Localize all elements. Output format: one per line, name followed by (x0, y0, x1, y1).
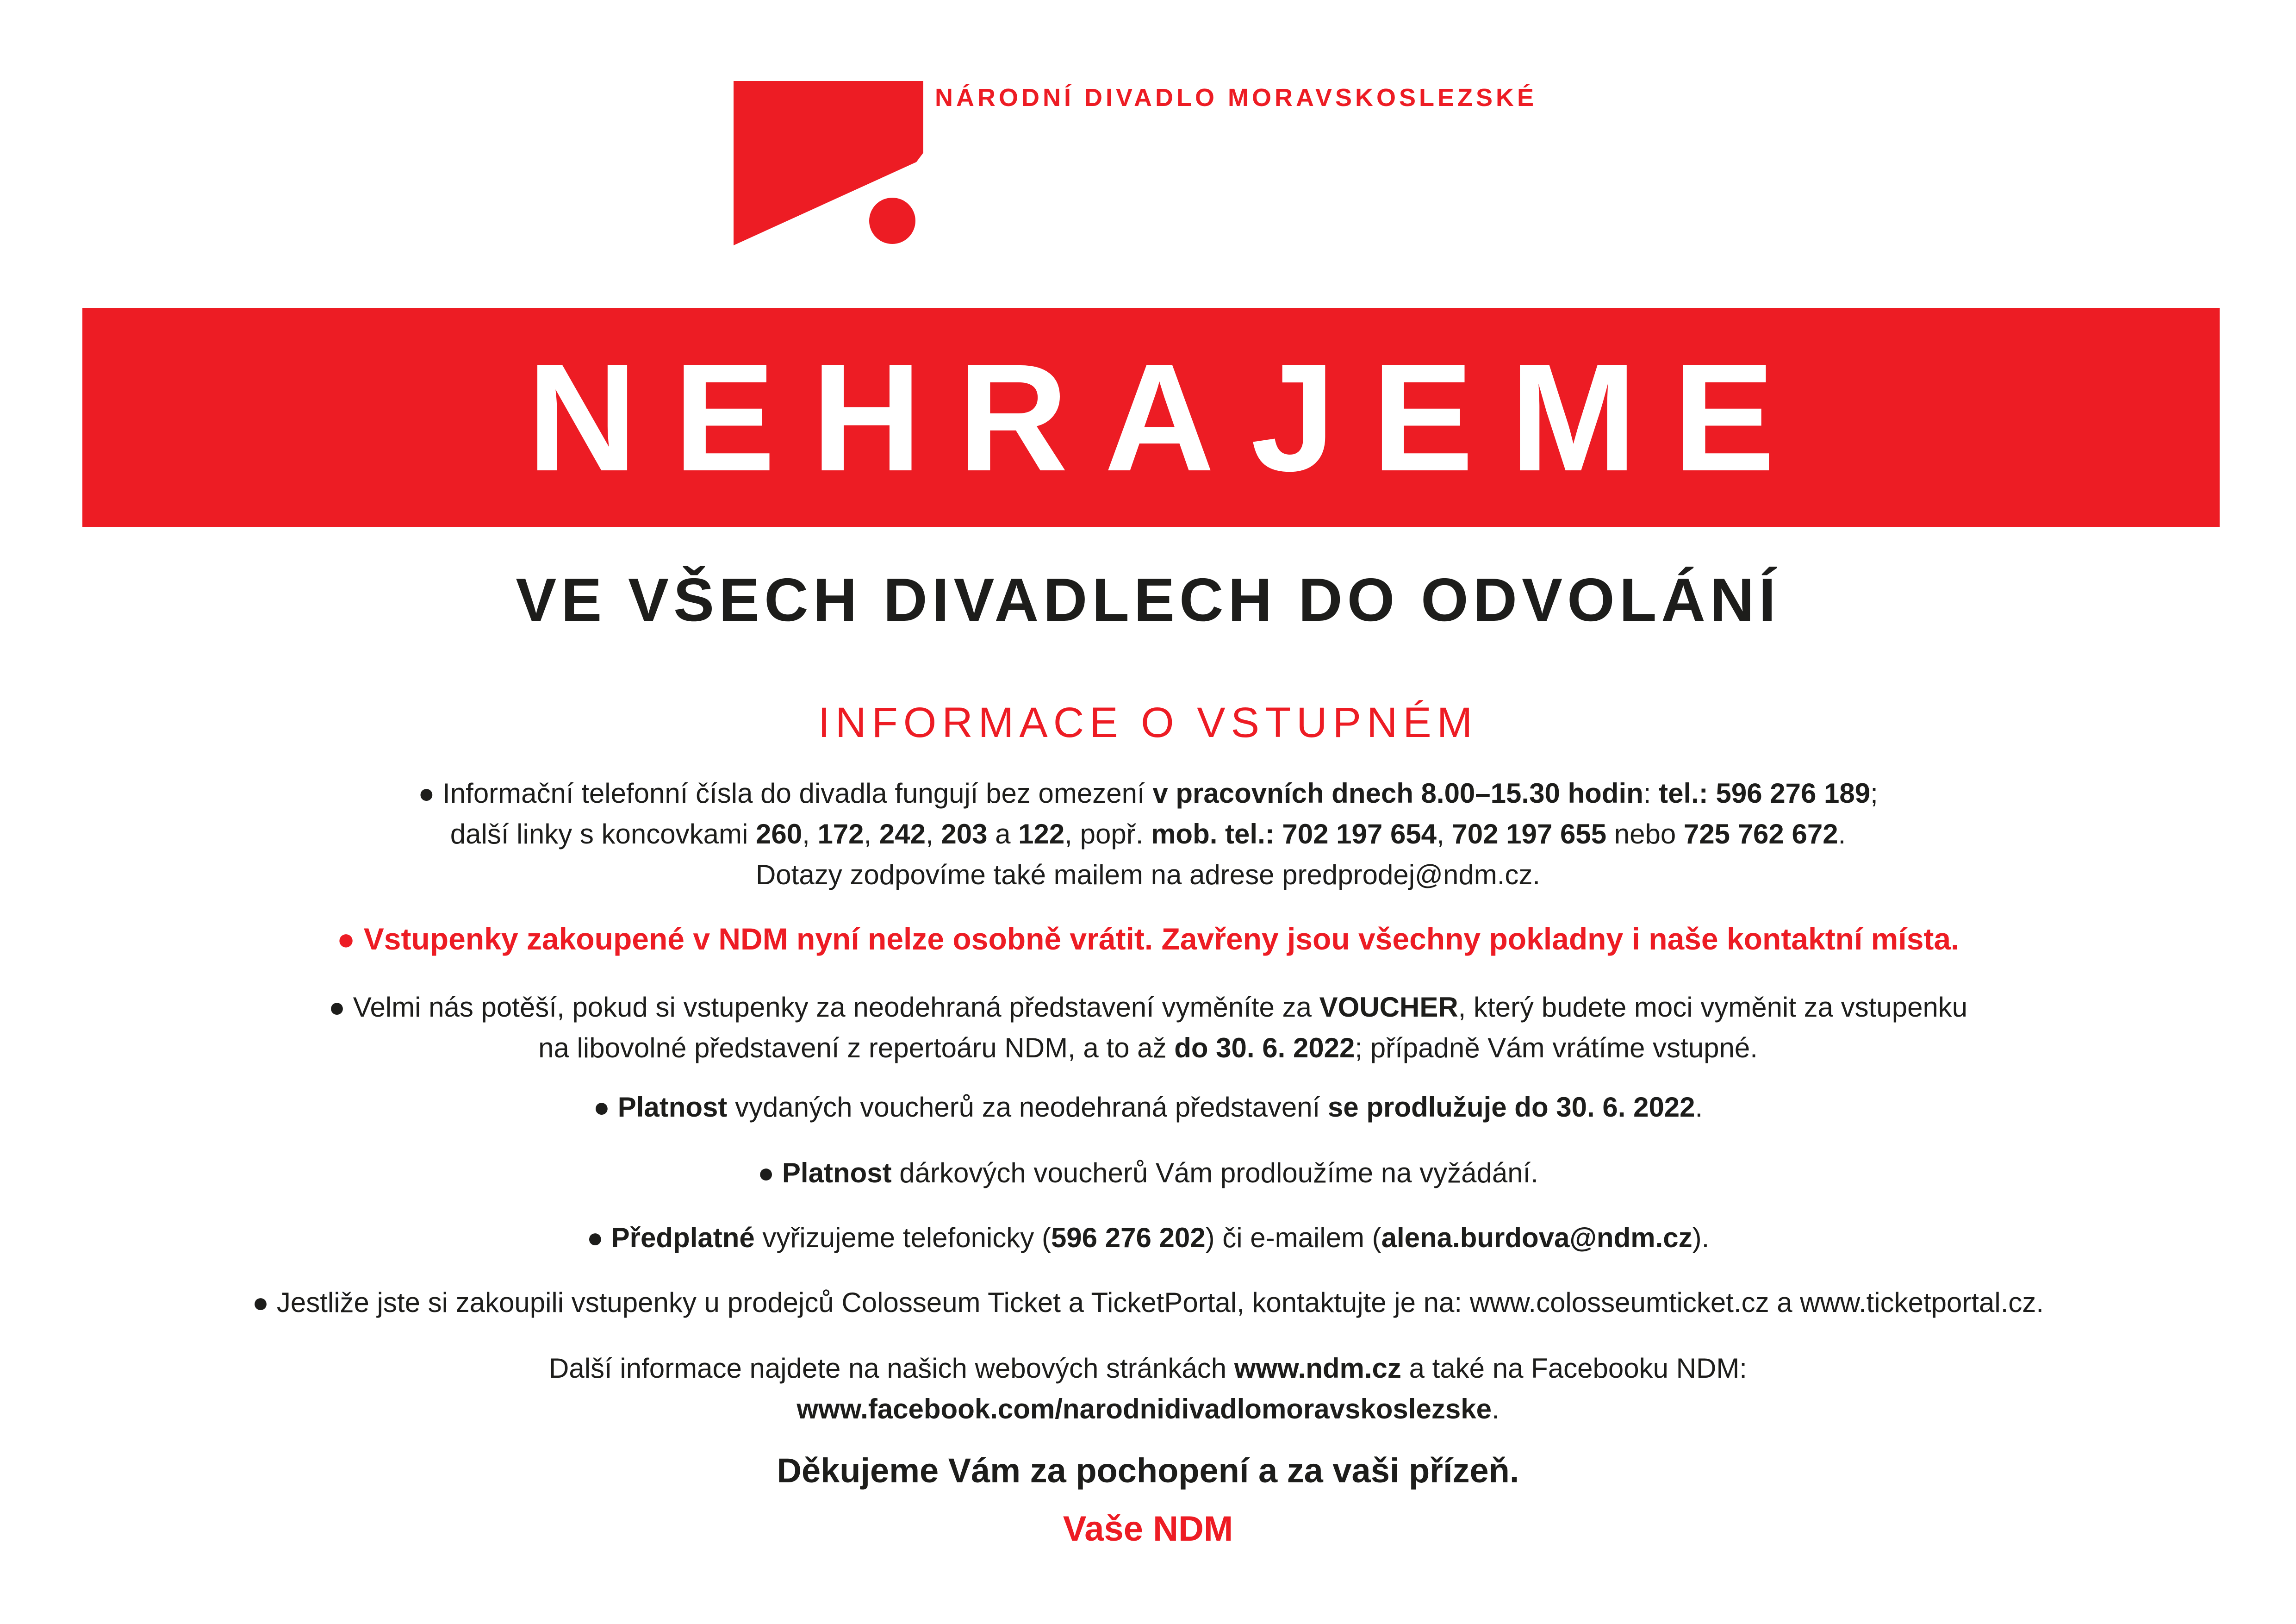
text: další linky s koncovkami (450, 818, 756, 849)
mobile-phone: 725 762 672 (1683, 818, 1838, 849)
bullet: ● (328, 992, 346, 1023)
facebook-link: www.facebook.com/narodnidivadlomoravskoslezske (796, 1393, 1492, 1424)
more-info-line-2 (0, 1389, 2296, 1430)
text: Další informace najdete na našich webových stránkách (549, 1353, 1234, 1384)
text: Platnost (610, 1092, 728, 1123)
text: a také na Facebooku NDM: (1401, 1353, 1747, 1384)
extension: 260 (755, 818, 803, 849)
text: Platnost (774, 1157, 892, 1188)
section-title: INFORMACE O VSTUPNÉM (818, 699, 1478, 746)
bullet: ● (593, 1092, 610, 1123)
text: ; (1870, 778, 1878, 809)
signature: Vaše NDM (1063, 1509, 1233, 1549)
text: vyřizujeme telefonicky ( (754, 1222, 1051, 1253)
phones-line-3: Dotazy zodpovíme také mailem na adrese predprodej@ndm.cz. (755, 859, 1541, 890)
notice-line (0, 924, 2296, 954)
mobile-phone: mob. tel.: 702 197 654 (1151, 818, 1437, 849)
text: ; případně Vám vrátíme vstupné. (1355, 1032, 1758, 1063)
bullet: ● (252, 1287, 269, 1318)
text: . (1838, 818, 1846, 849)
text: , (864, 818, 879, 849)
voucher-line-2 (0, 1028, 2296, 1068)
voucher-line-1 (0, 987, 2296, 1028)
bullet: ● (757, 1157, 775, 1188)
text: Jestliže jste si zakoupili vstupenky u prodejců Colosseum Ticket a TicketPortal, kontaktujte je na: www.colosseumticket.cz a www.ticketportal.cz. (269, 1287, 2044, 1318)
thanks-line: Děkujeme Vám za pochopení a za vaši přízeň. (777, 1451, 1519, 1490)
text: ). (1692, 1222, 1710, 1253)
extension: 242 (879, 818, 926, 849)
headline-banner (82, 308, 2220, 527)
text: Předplatné (603, 1222, 755, 1253)
subscription-phone: 596 276 202 (1051, 1222, 1206, 1253)
mobile-phone: 702 197 655 (1452, 818, 1607, 849)
main-phone: tel.: 596 276 189 (1659, 778, 1871, 809)
resellers-line (0, 1282, 2296, 1323)
text: a (987, 818, 1019, 849)
text: . (1695, 1092, 1703, 1123)
hours: v pracovních dnech 8.00–15.30 hodin (1152, 778, 1643, 809)
text: , popř. (1064, 818, 1151, 849)
text: , (1437, 818, 1452, 849)
more-info-line-1 (0, 1348, 2296, 1389)
gift-voucher-line (0, 1153, 2296, 1193)
text: Informační telefonní čísla do divadla fungují bez omezení (435, 778, 1153, 809)
extension: 203 (941, 818, 988, 849)
organization-name: NÁRODNÍ DIVADLO MORAVSKOSLEZSKÉ (935, 84, 1537, 112)
text: Velmi nás potěší, pokud si vstupenky za neodehraná představení vyměníte za (345, 992, 1319, 1023)
extension: 122 (1018, 818, 1065, 849)
text: dárkových voucherů Vám prodloužíme na vyžádání. (891, 1157, 1538, 1188)
bullet: ● (586, 1222, 604, 1253)
text: na libovolné představení z repertoáru NDM, a to až (538, 1032, 1175, 1063)
extension: 172 (817, 818, 864, 849)
bullet: ● (418, 778, 435, 809)
phones-line-2 (0, 814, 2296, 855)
notice-text: Vstupenky zakoupené v NDM nyní nelze osobně vrátit. Zavřeny jsou všechny pokladny i naše kontaktní místa. (355, 922, 1960, 956)
text: : (1643, 778, 1659, 809)
text: vydaných voucherů za neodehraná představení (727, 1092, 1328, 1123)
phones-paragraph (0, 773, 2296, 895)
text: , který budete moci vyměnit za vstupenku (1458, 992, 1968, 1023)
website-link: www.ndm.cz (1234, 1353, 1401, 1384)
text: nebo (1606, 818, 1684, 849)
headline: NEHRAJEME (527, 331, 1811, 503)
bullet: ● (336, 922, 355, 956)
text: se prodlužuje do 30. 6. 2022 (1327, 1092, 1695, 1123)
text: , (926, 818, 941, 849)
phones-line-1 (0, 773, 2296, 814)
text: , (802, 818, 818, 849)
text: . (1491, 1393, 1500, 1424)
subscription-line (0, 1218, 2296, 1258)
more-info-paragraph (0, 1348, 2296, 1430)
voucher-word: VOUCHER (1319, 992, 1458, 1023)
voucher-paragraph (0, 987, 2296, 1068)
text: ) či e-mailem ( (1205, 1222, 1381, 1253)
validity-line (0, 1087, 2296, 1128)
ndm-logo-icon (734, 81, 923, 248)
subheadline: VE VŠECH DIVADLECH DO ODVOLÁNÍ (516, 566, 1780, 634)
subscription-email: alena.burdova@ndm.cz (1381, 1222, 1692, 1253)
deadline: do 30. 6. 2022 (1174, 1032, 1355, 1063)
